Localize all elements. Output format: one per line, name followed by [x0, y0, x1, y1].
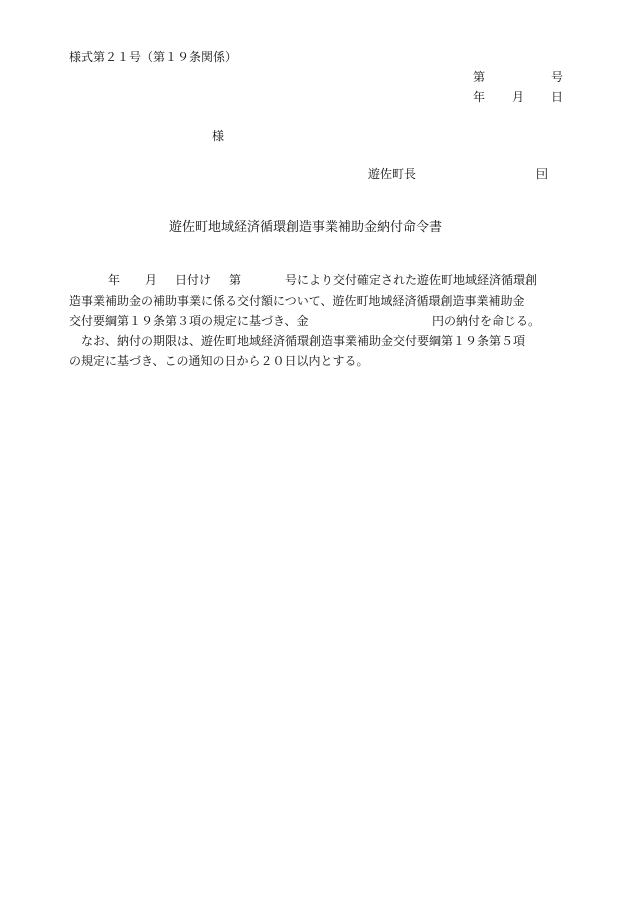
body-number-prefix: 第: [229, 273, 242, 287]
body-line-1-text: 号により交付確定された遊佐町地域経済循環創: [285, 273, 538, 287]
number-prefix: 第: [473, 70, 486, 84]
body-line-3-text: 交付要綱第１９条第３項の規定に基づき、金: [69, 314, 309, 328]
issuer-name: 遊佐町長: [368, 167, 417, 181]
body-day-label: 日付け: [175, 273, 212, 287]
body-line-5: の規定に基づき、この通知の日から２０日以内とする。: [69, 354, 369, 368]
date-year-label: 年: [473, 90, 486, 104]
date-month-label: 月: [512, 90, 525, 104]
body-line-4: なお、納付の期限は、遊佐町地域経済循環創造事業補助金交付要綱第１９条第５項: [81, 334, 526, 348]
number-suffix: 号: [551, 70, 564, 84]
body-line-2: 造事業補助金の補助事業に係る交付額について、遊佐町地域経済循環創造事業補助金: [69, 294, 525, 308]
seal-mark: 囙: [536, 167, 549, 181]
body-year-label: 年: [108, 273, 121, 287]
body-month-label: 月: [145, 273, 158, 287]
document-title: 遊佐町地域経済循環創造事業補助金納付命令書: [169, 220, 443, 235]
addressee-honorific: 様: [212, 129, 225, 143]
body-amount-suffix: 円の納付を命じる。: [432, 314, 541, 328]
date-day-label: 日: [551, 90, 564, 104]
form-label: 様式第２１号（第１９条関係）: [69, 50, 238, 64]
